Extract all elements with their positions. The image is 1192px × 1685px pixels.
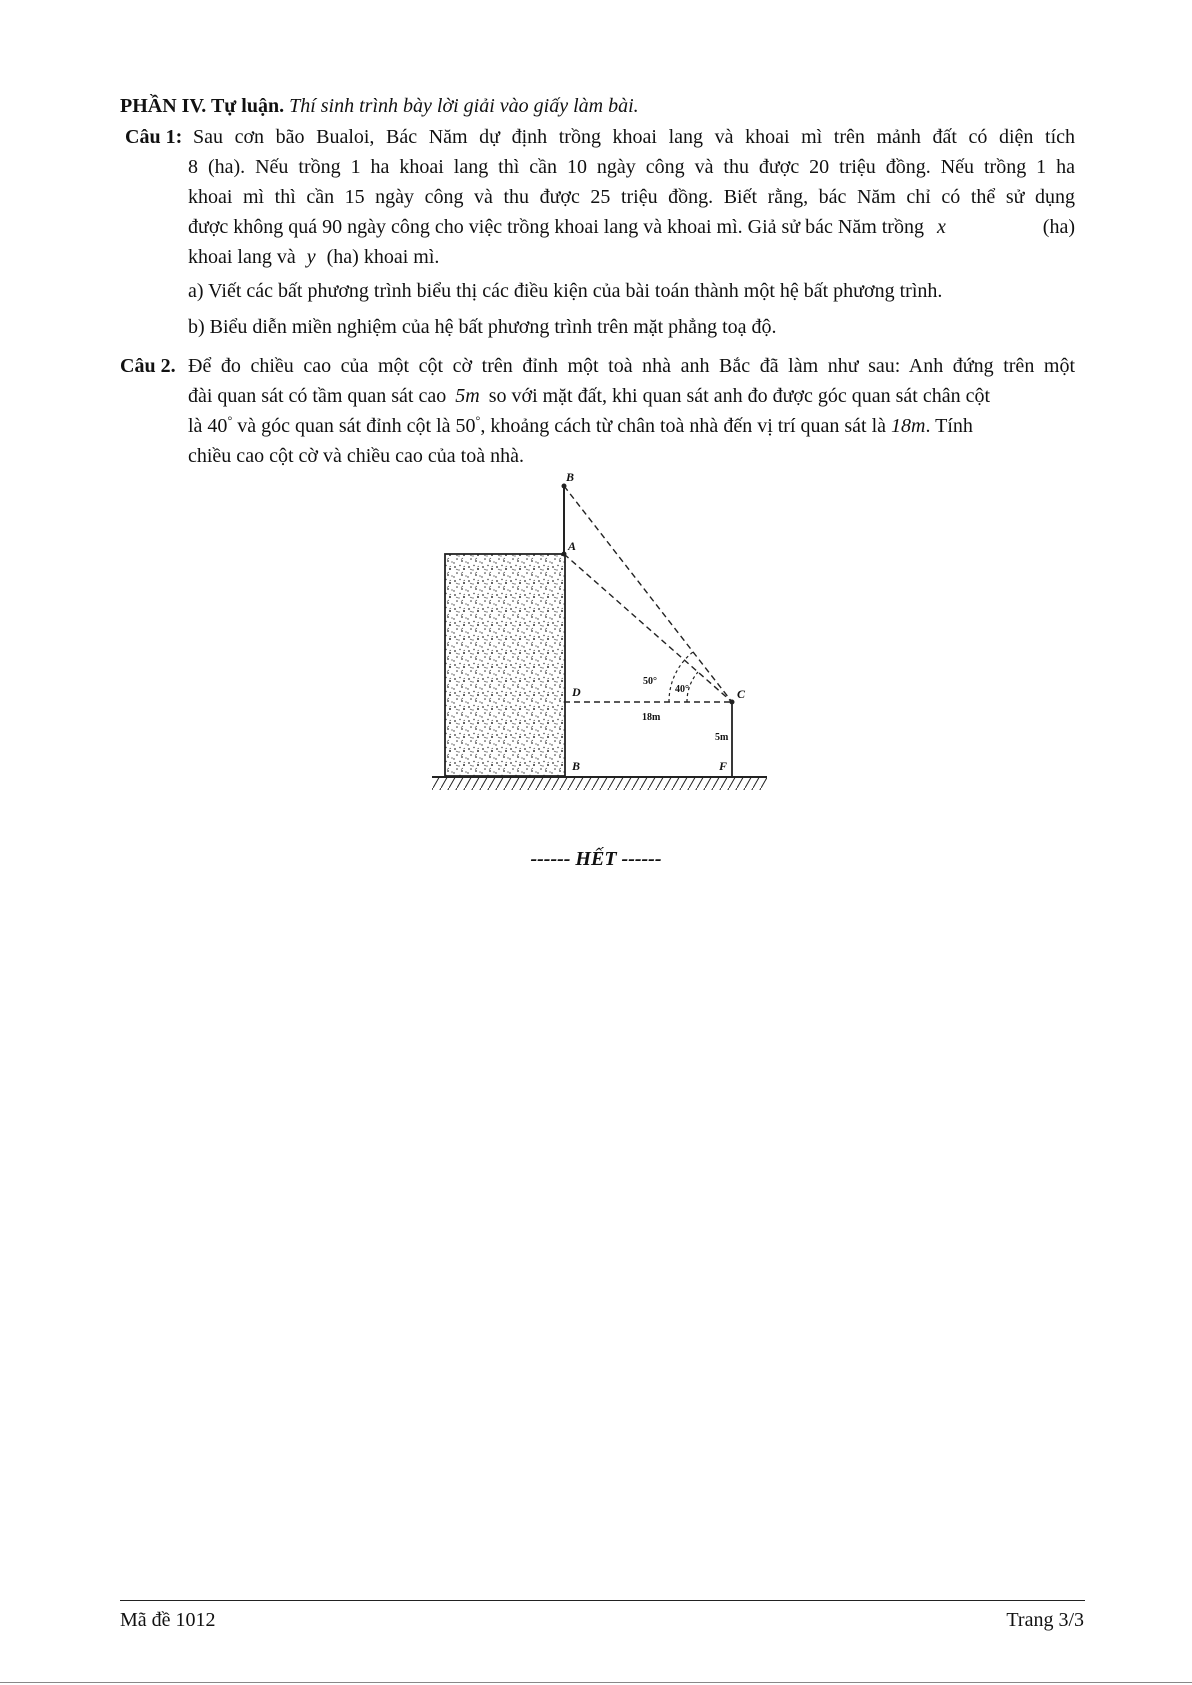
q1-line-3: khoai mì thì cần 15 ngày công và thu được 25 triệu đồng. Biết rằng, bác Năm chỉ có thể sử dụng bbox=[188, 186, 1075, 208]
q2-line-4: chiều cao cột cờ và chiều cao của toà nhà. bbox=[188, 445, 524, 467]
sightline-top bbox=[564, 486, 732, 702]
q1-line-4 bbox=[188, 213, 1075, 242]
q2-line-1: Để đo chiều cao của một cột cờ trên đỉnh một toà nhà anh Bắc đã làm như sau: Anh đứng trên một bbox=[188, 355, 1075, 377]
q2-line-3-d: . Tính bbox=[925, 415, 973, 437]
footer-rule bbox=[120, 1600, 1085, 1601]
height-label: 5m bbox=[715, 732, 729, 743]
q2-height-value: 5m bbox=[455, 385, 480, 407]
exam-code: Mã đề 1012 bbox=[120, 1609, 216, 1631]
q2-line-2 bbox=[188, 382, 1075, 411]
q1-line-4-unit: (ha) bbox=[1042, 216, 1075, 238]
label-c: C bbox=[737, 687, 746, 701]
q2-line-2-text: đài quan sát có tầm quan sát cao bbox=[188, 385, 447, 407]
q1-part-b: b) Biểu diễn miền nghiệm của hệ bất phương trình trên mặt phẳng toạ độ. bbox=[188, 316, 777, 338]
q1-line-5-text: khoai lang và bbox=[188, 246, 296, 268]
q1-line-5 bbox=[188, 243, 439, 272]
label-d: D bbox=[572, 685, 581, 699]
section-header bbox=[120, 92, 639, 121]
label-a: A bbox=[568, 539, 577, 553]
q1-line-1: Sau cơn bão Bualoi, Bác Năm dự định trồng khoai lang và khoai mì trên mảnh đất có diện tích bbox=[193, 126, 1075, 148]
q1-line-4-text: được không quá 90 ngày công cho việc trồng khoai lang và khoai mì. Giả sử bác Năm trồng bbox=[188, 216, 924, 238]
q2-line-3-a: là 40 bbox=[188, 415, 228, 437]
end-mark: ------ HẾT ------ bbox=[530, 848, 662, 870]
q2-distance-value: 18m bbox=[891, 415, 926, 437]
q2-line-3 bbox=[188, 412, 1075, 441]
distance-label: 18m bbox=[642, 712, 661, 723]
q2-line-3-c: , khoảng cách từ chân toà nhà đến vị trí quan sát là bbox=[480, 415, 887, 437]
var-x: x bbox=[936, 216, 946, 238]
q1-part-a: a) Viết các bất phương trình biểu thị các điều kiện của bài toán thành một hệ bất phương trình. bbox=[188, 280, 943, 302]
label-top-b: B bbox=[566, 470, 575, 484]
label-base-b: B bbox=[572, 759, 581, 773]
section-instruction: Thí sinh trình bày lời giải vào giấy làm bài. bbox=[289, 95, 639, 117]
page-number: Trang 3/3 bbox=[1006, 1609, 1084, 1631]
bottom-rule bbox=[0, 1682, 1192, 1683]
q1-line-5-end: (ha) khoai mì. bbox=[326, 246, 440, 268]
degree-sign-1: ° bbox=[227, 413, 233, 428]
q2-label: Câu 2. bbox=[120, 355, 176, 377]
building bbox=[445, 554, 565, 776]
q1-label: Câu 1: bbox=[125, 126, 183, 148]
angle-label-50: 50° bbox=[643, 676, 657, 687]
var-y: y bbox=[306, 246, 316, 268]
label-f: F bbox=[719, 759, 728, 773]
flagpole-figure bbox=[425, 466, 775, 806]
angle-label-40: 40° bbox=[675, 684, 689, 695]
section-label: PHẦN IV. Tự luận. bbox=[120, 95, 285, 117]
q1-line-2: 8 (ha). Nếu trồng 1 ha khoai lang thì cần 10 ngày công và thu được 20 triệu đồng. Nếu trồng 1 ha bbox=[188, 156, 1075, 178]
q2-line-3-b: và góc quan sát đỉnh cột là 50 bbox=[237, 415, 476, 437]
q2-line-2-rest: so với mặt đất, khi quan sát anh đo được góc quan sát chân cột bbox=[488, 385, 991, 407]
ground-hatch bbox=[432, 777, 767, 790]
degree-sign-2: ° bbox=[475, 413, 481, 428]
